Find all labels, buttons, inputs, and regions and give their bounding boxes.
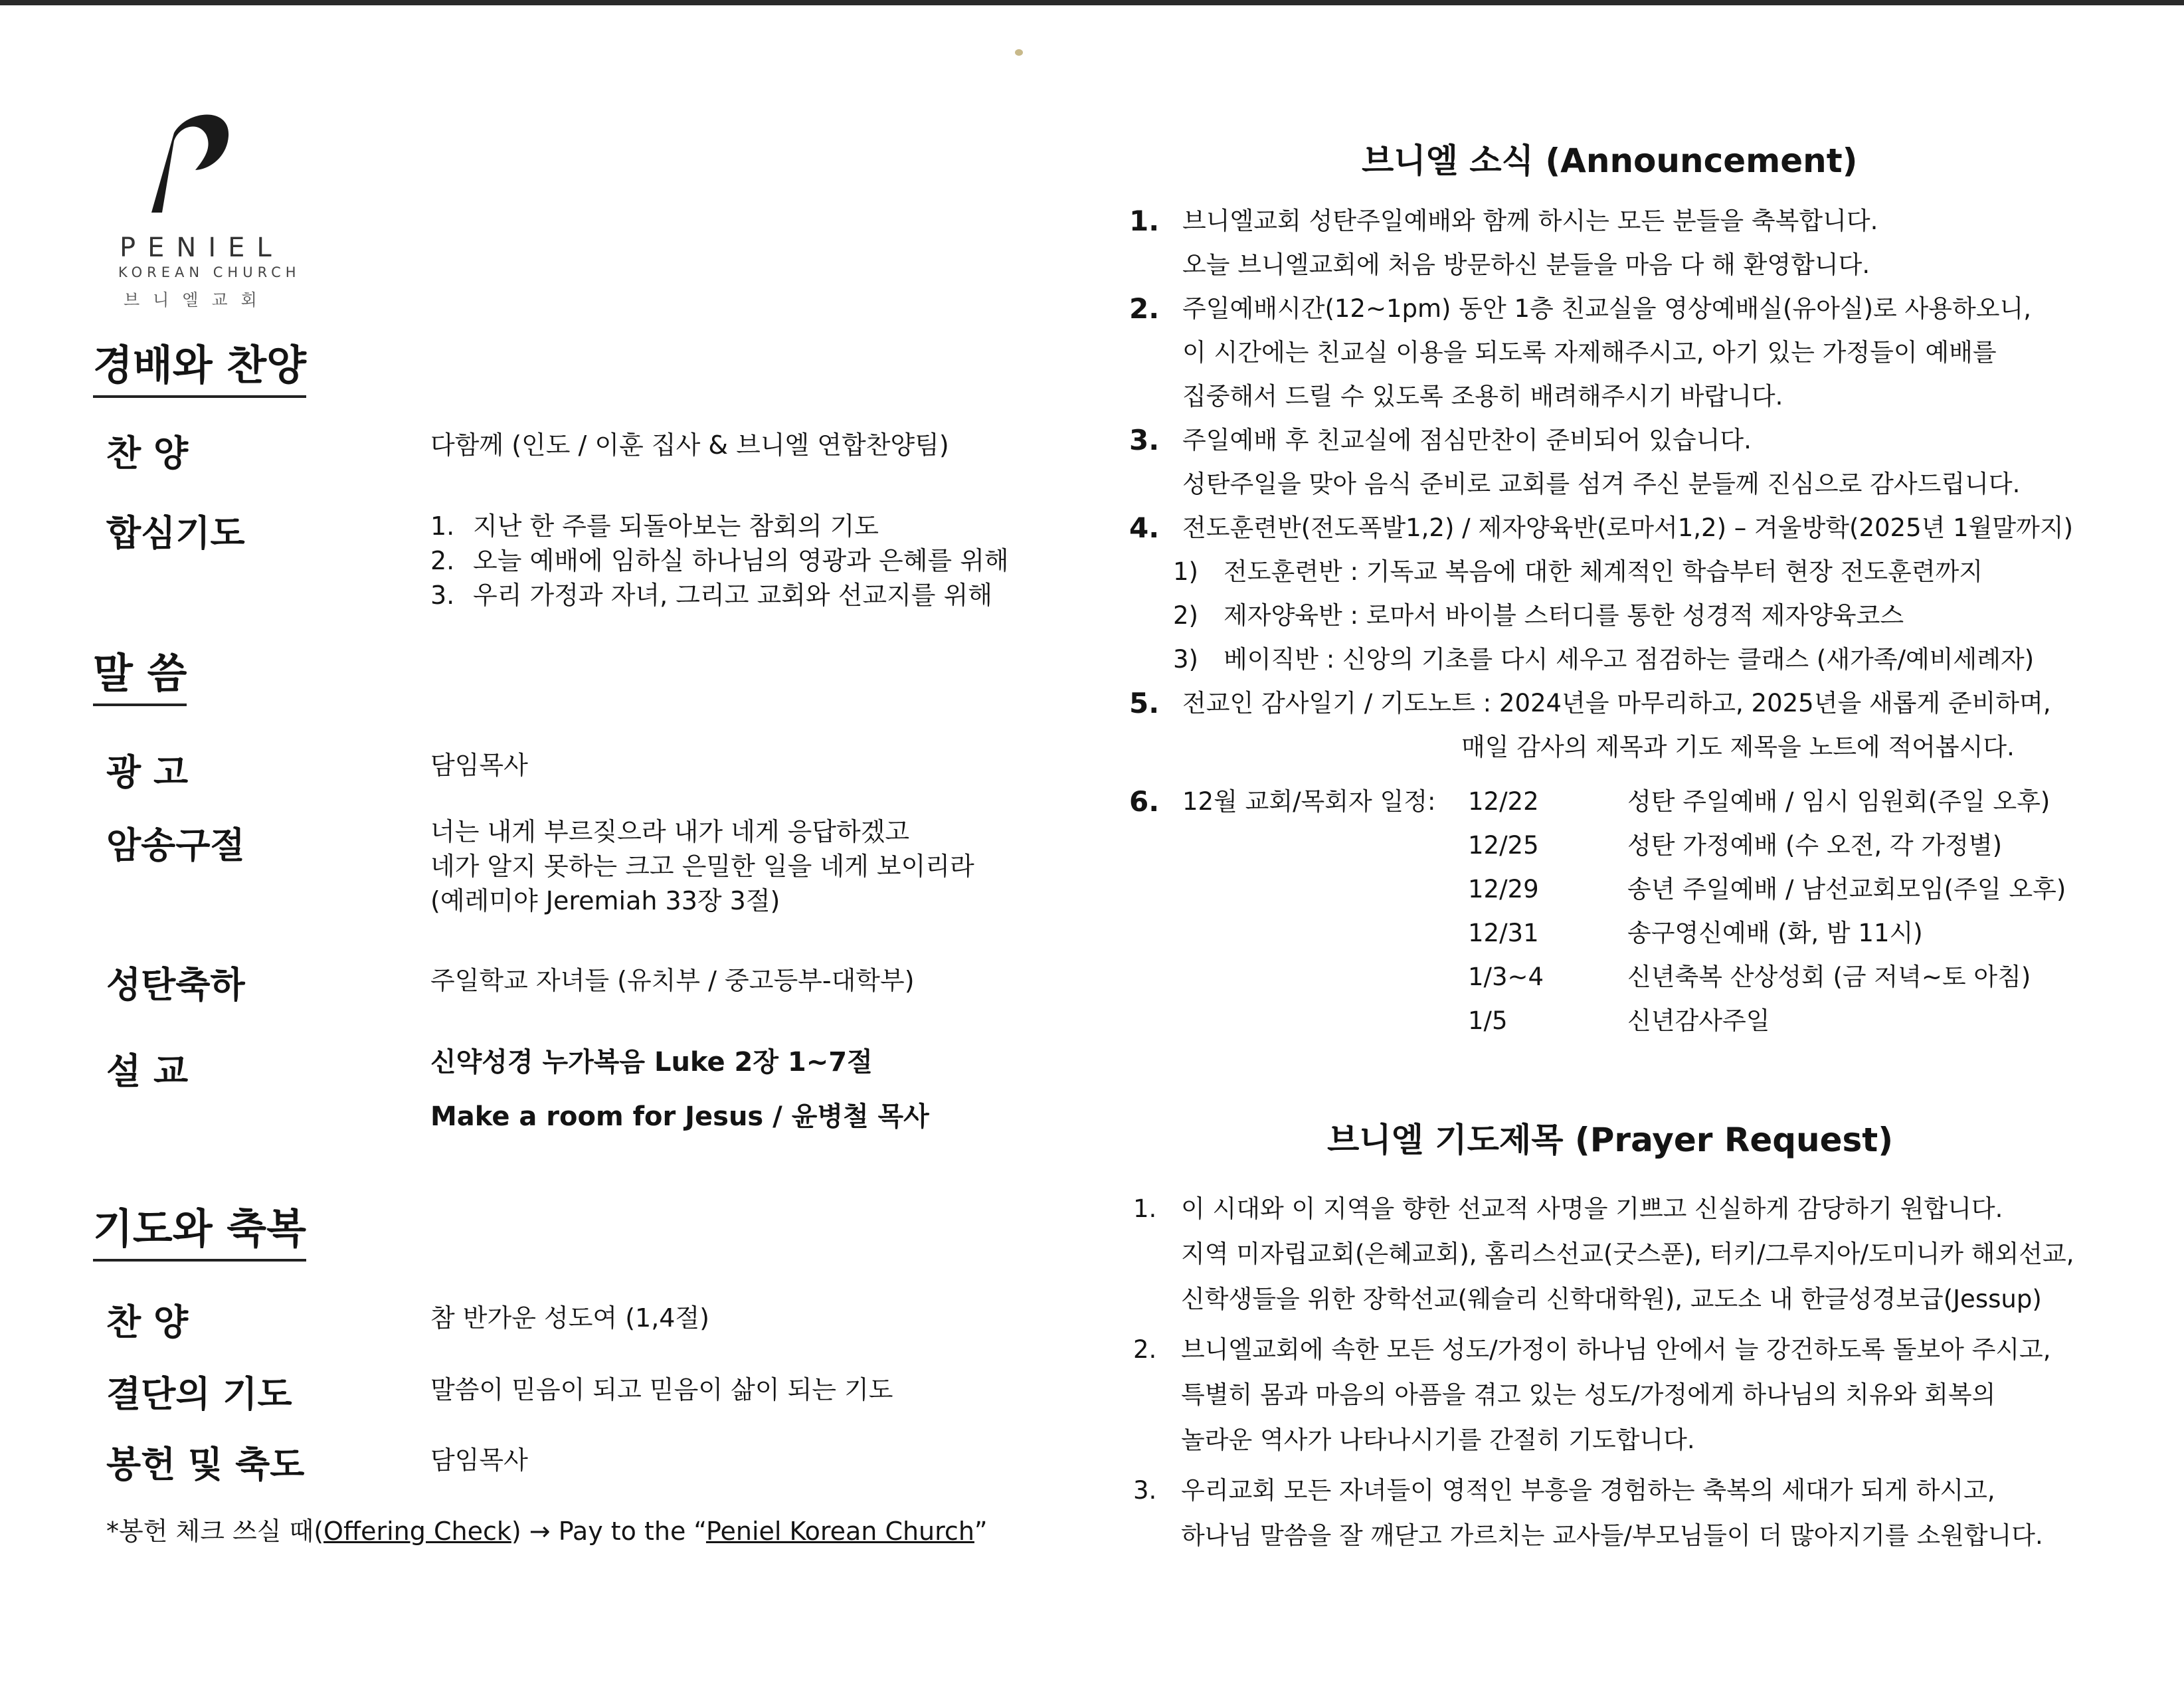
christmas-celebration-label: 성탄축하: [106, 964, 245, 1006]
commitment-prayer-label: 결단의 기도: [106, 1373, 292, 1415]
prayer-request-item: 1. 이 시대와 이 지역을 향한 선교적 사명을 기쁘고 신실하게 감당하기 원합니다. 지역 미자립교회(은혜교회), 홈리스선교(굿스푼), 터키/그루지아/도미니카 해외선교, 신학생들을 위한 장학선교(웨슬리 신학대학원), 교도소 내 한글성경보급(Jessup): [1133, 1194, 2074, 1313]
section-blessing-title: 기도와 축복: [93, 1196, 306, 1262]
schedule-row: 1/3~4 신년축복 산상성회 (금 저녁~토 아침): [1468, 963, 2031, 991]
section-word-title: 말 씀: [93, 640, 187, 706]
sermon-details: [430, 1035, 929, 1144]
prayer-request-item: 2. 브니엘교회에 속한 모든 성도/가정이 하나님 안에서 늘 강건하도록 돌보아 주시고, 특별히 몸과 마음의 아픔을 겪고 있는 성도/가정에게 하나님의 치유와 회복의 놀라운 역사가 나타나시기를 간절히 기도합니다.: [1133, 1335, 2051, 1454]
closing-hymn-value: 참 반가운 성도여 (1,4절): [430, 1303, 709, 1333]
sermon-scripture: 신약성경 누가복음 Luke 2장 1~7절: [430, 1047, 873, 1078]
logo-name: PENIEL: [120, 233, 284, 263]
class-sub-item: 3) 베이직반 : 신앙의 기초를 다시 세우고 점검하는 클래스 (새가족/예비세례자): [1173, 645, 2035, 674]
church-logo: [106, 106, 325, 310]
schedule-row: 12/31 송구영신예배 (화, 밤 11시): [1468, 919, 1923, 947]
sermon-title: Make a room for Jesus / 윤병철 목사: [430, 1101, 929, 1132]
logo-subtitle: KOREAN CHURCH: [118, 264, 301, 280]
schedule-row: 12/25 성탄 가정예배 (수 오전, 각 가정별): [1468, 831, 2003, 860]
announcement-item: 6. 12월 교회/목회자 일정: 12/22 성탄 주일예배 / 임시 임원회(주일 오후) 12/25 성탄 가정예배 (수 오전, 각 가정별) 12/29 송년 주일예배 / 남선교회모임(주일 오후) 12/31 송구영신예배 (화, 밤 11시) 1/3~4 신년축복 산상성회 (금 저녁~토 아침) 1/5 신년감사주일: [1129, 780, 2152, 1043]
closing-hymn-label: 찬 양: [106, 1301, 189, 1343]
class-sub-item: 2) 제자양육반 : 로마서 바이블 스터디를 통한 성경적 제자양육코스: [1173, 601, 1904, 630]
offering-benediction-label: 봉헌 및 축도: [106, 1444, 305, 1485]
scan-speck: [1015, 49, 1023, 56]
schedule-row: 12/29 송년 주일예배 / 남선교회모임(주일 오후): [1468, 875, 2066, 903]
announcement-item: 3. 주일예배 후 친교실에 점심만찬이 준비되어 있습니다. 성탄주일을 맞아 음식 준비로 교회를 섬겨 주신 분들께 진심으로 감사드립니다.: [1129, 424, 2021, 498]
prayer-request-item: 3. 우리교회 모든 자녀들이 영적인 부흥을 경험하는 축복의 세대가 되게 하시고, 하나님 말씀을 잘 깨닫고 가르치는 교사들/부모님들이 더 많아지기를 소원합니다.: [1133, 1476, 2043, 1550]
announcements-label: 광 고: [106, 751, 189, 793]
announcement-item: 1. 브니엘교회 성탄주일예배와 함께 하시는 모든 분들을 축복합니다. 오늘 브니엘교회에 처음 방문하신 분들을 마음 다 해 환영합니다.: [1129, 205, 1878, 279]
peniel-logo-mark: [147, 106, 234, 219]
commitment-prayer-value: 말씀이 믿음이 되고 믿음이 삶이 되는 기도: [430, 1375, 893, 1404]
schedule-row: 12/22 성탄 주일예배 / 임시 임원회(주일 오후): [1468, 787, 2050, 816]
top-border: [0, 0, 2184, 5]
prayer-point: 3. 우리 가정과 자녀, 그리고 교회와 선교지를 위해: [430, 581, 993, 610]
announcement-list: [1129, 199, 2152, 1043]
unison-prayer-list: [430, 509, 1009, 612]
prayer-point: 2. 오늘 예배에 임하실 하나님의 영광과 은혜를 위해: [430, 546, 1009, 575]
unison-prayer-label: 합심기도: [106, 512, 245, 554]
sermon-label: 설 교: [106, 1050, 189, 1092]
announcement-item: 4. 전도훈련반(전도폭발1,2) / 제자양육반(로마서1,2) – 겨울방학(2025년 1월말까지): [1129, 512, 2074, 544]
worship-praise-label: 찬 양: [106, 432, 189, 474]
schedule-heading: 12월 교회/목회자 일정:: [1182, 787, 1436, 816]
logo-korean-name: 브니엘교회: [124, 290, 270, 310]
announcement-title: 브니엘 소식 (Announcement): [1362, 141, 1858, 180]
offering-check-note: *봉헌 체크 쓰실 때(Offering Check) → Pay to the “Peniel Korean Church”: [106, 1517, 988, 1546]
christmas-celebration-value: 주일학교 자녀들 (유치부 / 중고등부-대학부): [430, 966, 915, 995]
announcement-item: 5. 전교인 감사일기 / 기도노트 : 2024년을 마무리하고, 2025년을 새롭게 준비하며, 매일 감사의 제목과 기도 제목을 노트에 적어봅시다.: [1129, 687, 2051, 761]
memory-verse-label: 암송구절: [106, 824, 245, 866]
memory-verse-text: 너는 내게 부르짖으라 내가 네게 응답하겠고 네가 알지 못하는 크고 은밀한 일을 네게 보이리라 (예레미야 Jeremiah 33장 3절): [430, 817, 974, 915]
prayer-request-list: [1133, 1186, 2156, 1564]
schedule-list: [1468, 780, 2066, 1043]
announcements-value: 담임목사: [430, 751, 528, 780]
class-sub-item: 1) 전도훈련반 : 기독교 복음에 대한 체계적인 학습부터 현장 전도훈련까지: [1173, 557, 1983, 586]
offering-benediction-value: 담임목사: [430, 1446, 528, 1475]
prayer-point: 1. 지난 한 주를 되돌아보는 참회의 기도: [430, 512, 879, 541]
schedule-row: 1/5 신년감사주일: [1468, 1006, 1770, 1035]
worship-praise-value: 다함께 (인도 / 이훈 집사 & 브니엘 연합찬양팀): [430, 430, 949, 460]
announcement-item: 2. 주일예배시간(12~1pm) 동안 1층 친교실을 영상예배실(유아실)로 사용하오니, 이 시간에는 친교실 이용을 되도록 자제해주시고, 아기 있는 가정들이 예배를 집중해서 드릴 수 있도록 조용히 배려해주시기 바랍니다.: [1129, 292, 2032, 411]
prayer-request-title: 브니엘 기도제목 (Prayer Request): [1327, 1121, 1894, 1159]
section-worship-title: 경배와 찬양: [93, 332, 306, 398]
